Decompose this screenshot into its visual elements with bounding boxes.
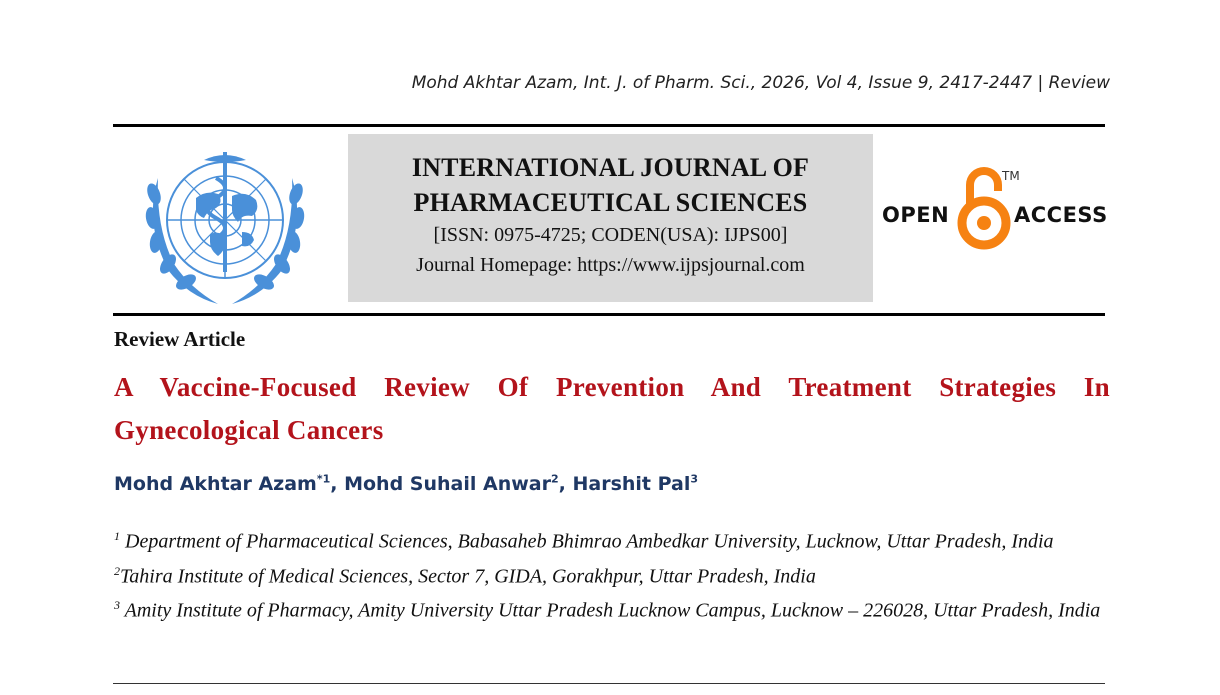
author	[114, 473, 344, 495]
header-rule-top	[113, 124, 1105, 127]
running-header: Mohd Akhtar Azam, Int. J. of Pharm. Sci., 2026, Vol 4, Issue 9, 2417-2447 | Review	[411, 73, 1110, 93]
author-affiliation-mark: 3	[690, 473, 699, 486]
journal-homepage[interactable]: Journal Homepage: https://www.ijpsjournal.com	[416, 254, 805, 276]
author-list	[114, 473, 698, 495]
open-access-logo	[880, 165, 1110, 255]
journal-masthead	[348, 134, 873, 302]
open-access-right-text: ACCESS	[1014, 203, 1108, 227]
affiliation-list	[114, 522, 1110, 626]
affiliation	[114, 591, 1110, 626]
affiliation	[114, 557, 1110, 592]
journal-title-line-1: INTERNATIONAL JOURNAL OF	[411, 153, 810, 182]
affiliation-number: 2	[114, 563, 120, 578]
affiliation-number: 1	[114, 529, 120, 543]
author	[572, 473, 698, 495]
journal-issn: [ISSN: 0975-4725; CODEN(USA): IJPS00]	[433, 224, 788, 246]
affiliation-text: Amity Institute of Pharmacy, Amity University Uttar Pradesh Lucknow Campus, Lucknow – 226028, Uttar Pradesh, India	[120, 599, 1101, 622]
affiliation	[114, 522, 1110, 557]
open-access-trademark: TM	[1002, 169, 1020, 183]
author-affiliation-mark: *1	[316, 473, 331, 486]
article-title: A Vaccine-Focused Review Of Prevention And Treatment Strategies In Gynecological Cancers	[114, 372, 1110, 445]
author-affiliation-mark: 2	[550, 473, 559, 486]
header-rule-bottom	[113, 313, 1105, 316]
open-access-left-text: OPEN	[882, 203, 950, 227]
author	[344, 473, 572, 495]
journal-title-line-2: PHARMACEUTICAL SCIENCES	[413, 188, 808, 217]
author-separator: ,	[330, 473, 345, 496]
affiliation-text: Tahira Institute of Medical Sciences, Sector 7, GIDA, Gorakhpur, Uttar Pradesh, India	[120, 565, 816, 588]
affiliation-number: 3	[114, 598, 120, 613]
journal-title	[348, 150, 873, 220]
article-type: Review Article	[114, 327, 246, 351]
author-name: Mohd Suhail Anwar	[344, 473, 551, 496]
author-separator: ,	[558, 473, 573, 496]
author-name: Mohd Akhtar Azam	[114, 473, 317, 496]
journal-emblem-icon	[124, 138, 326, 308]
affiliation-text: Department of Pharmaceutical Sciences, Babasaheb Bhimrao Ambedkar University, Lucknow, Uttar Pradesh, India	[120, 530, 1054, 553]
author-name: Harshit Pal	[572, 473, 691, 496]
section-divider	[113, 683, 1105, 684]
